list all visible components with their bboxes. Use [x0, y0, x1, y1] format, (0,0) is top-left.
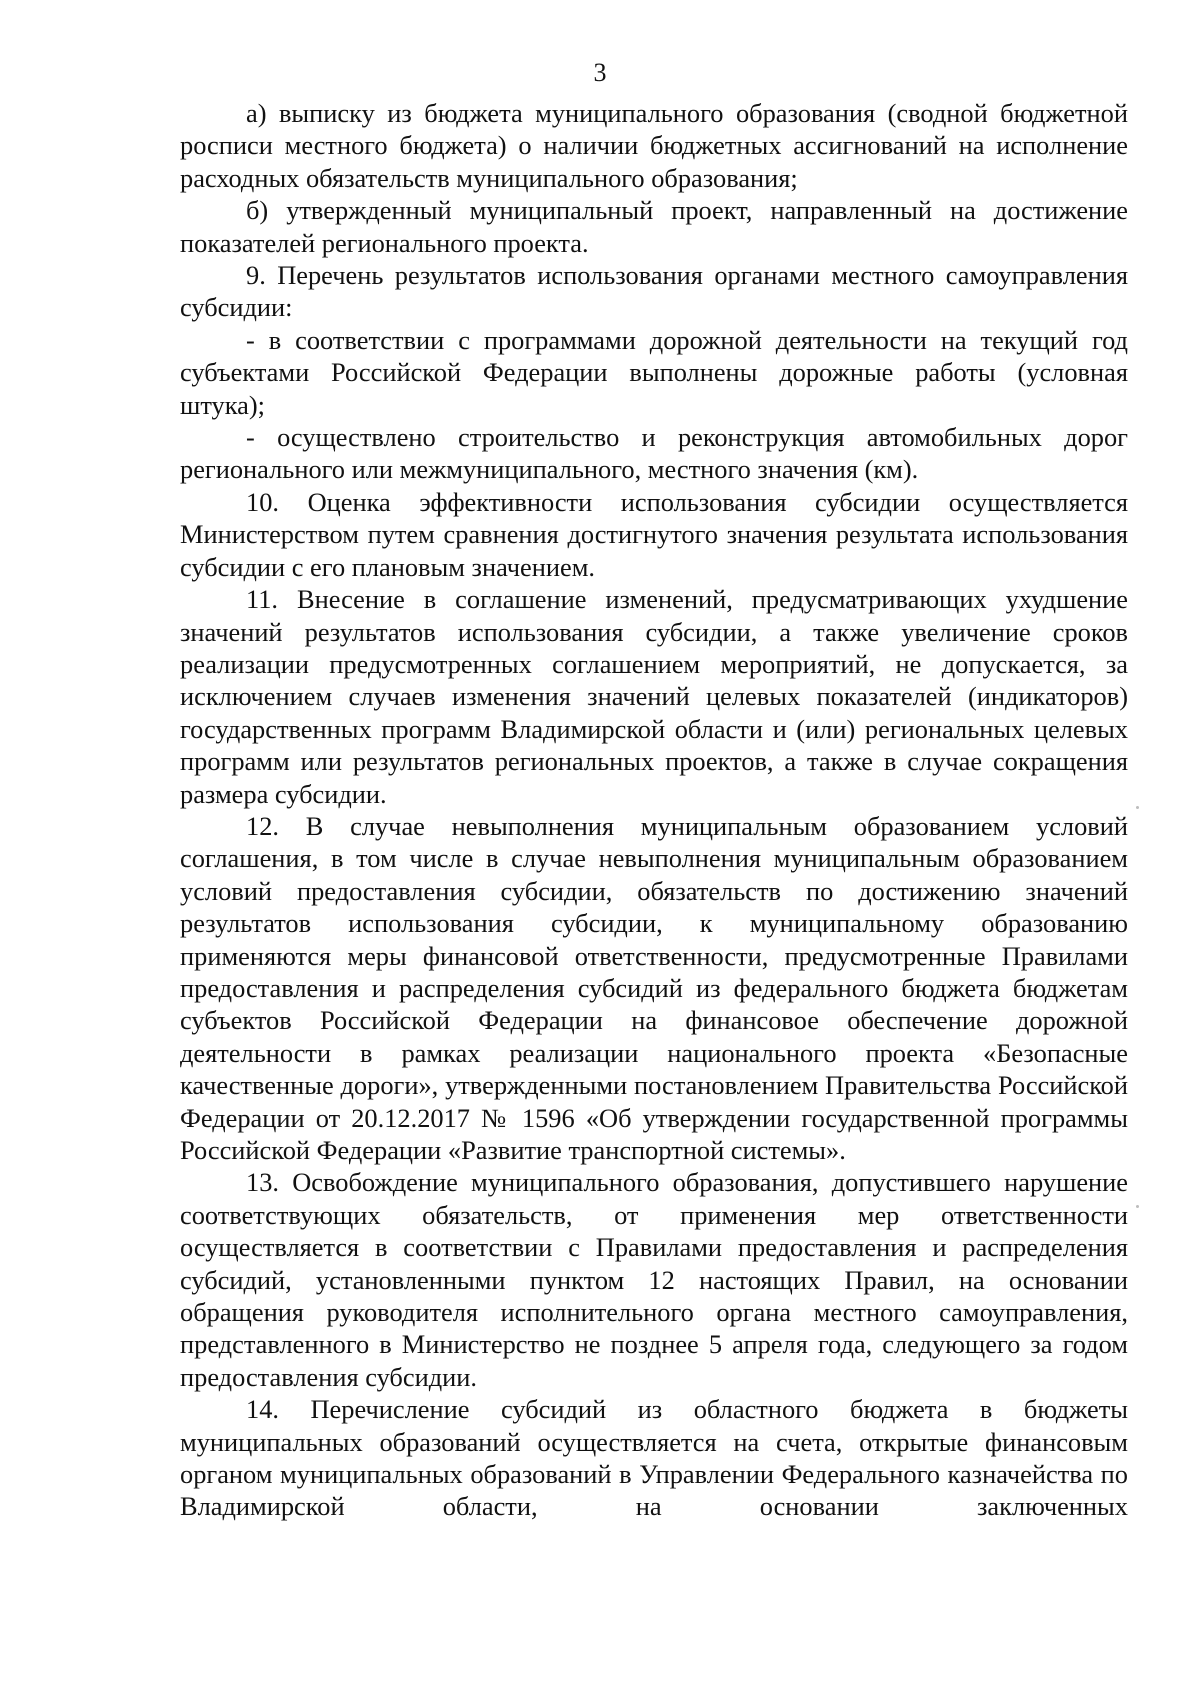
- paragraph-9-item-1: - в соответствии с программами дорожной деятельности на текущий год субъектами Российской Федерации выполнены дорожные работы (условная штука);: [180, 324, 1128, 420]
- paragraph-12: 12. В случае невыполнения муниципальным образованием условий соглашения, в том числе в случае невыполнения муниципальным образованием условий предоставления субсидии, обязательств по достижению значений результатов использования субсидии, к муниципальному образованию применяются меры финансовой ответственности, предусмотренные Правилами предоставления и распределения субсидий из федерального бюджета бюджетам субъектов Российской Федерации на финансовое обеспечение дорожной деятельности в рамках реализации национального проекта «Безопасные качественные дороги», утвержденными постановлением Правительства Российской Федерации от 20.12.2017 № 1596 «Об утверждении государственной программы Российской Федерации «Развитие транспортной системы».: [180, 810, 1128, 1165]
- paragraph-14: 14. Перечисление субсидий из областного бюджета в бюджеты муниципальных образований осуществляется на счета, открытые финансовым органом муниципальных образований в Управлении Федерального казначейства по Владимирской области, на основании заключенных: [180, 1394, 1128, 1522]
- paragraph-8a: а) выписку из бюджета муниципального образования (сводной бюджетной росписи местного бюджета) о наличии бюджетных ассигнований на исполнение расходных обязательств муниципального образования;: [180, 98, 1128, 193]
- paragraph-9: 9. Перечень результатов использования органами местного самоуправления субсидии:: [180, 260, 1128, 323]
- scan-speck: [1136, 1205, 1139, 1208]
- paragraph-13: 13. Освобождение муниципального образования, допустившего нарушение соответствующих обязательств, от применения мер ответственности осуществляется в соответствии с Правилами предоставления и распределения субсидий, установленными пунктом 12 настоящих Правил, на основании обращения руководителя исполнительного органа местного самоуправления, представленного в Министерство не позднее 5 апреля года, следующего за годом предоставления субсидии.: [180, 1167, 1128, 1392]
- scan-speck: [1136, 806, 1139, 809]
- paragraph-11: 11. Внесение в соглашение изменений, предусматривающих ухудшение значений результатов использования субсидии, а также увеличение сроков реализации предусмотренных соглашением мероприятий, не допускается, за исключением случаев изменения значений целевых показателей (индикаторов) государственных программ Владимирской области и (или) региональных целевых программ или результатов региональных проектов, а также в случае сокращения размера субсидии.: [180, 584, 1128, 809]
- document-body: [180, 97, 1128, 1523]
- paragraph-9-item-2: - осуществлено строительство и реконструкция автомобильных дорог регионального или межмуниципального, местного значения (км).: [180, 422, 1128, 485]
- page-number: 3: [593, 58, 607, 87]
- paragraph-10: 10. Оценка эффективности использования субсидии осуществляется Министерством путем сравнения достигнутого значения результата использования субсидии с его плановым значением.: [180, 486, 1128, 582]
- paragraph-8b: б) утвержденный муниципальный проект, направленный на достижение показателей регионального проекта.: [180, 195, 1128, 258]
